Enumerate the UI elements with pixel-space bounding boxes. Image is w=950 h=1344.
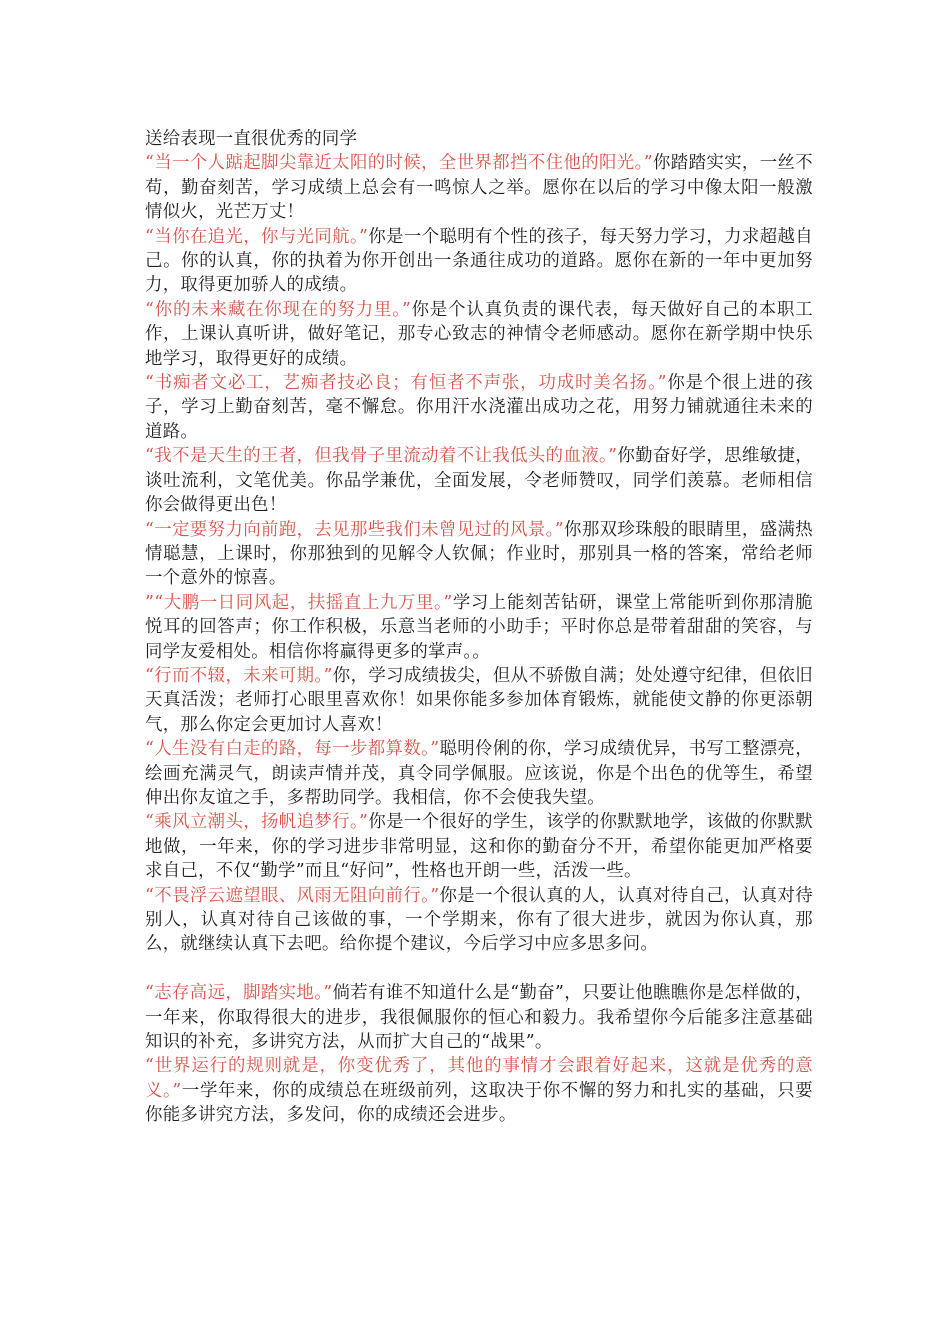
entry-text: 你是个很上进的孩子，学习上勤奋刻苦，毫不懈怠。你用汗水浇灌出成功之花，用努力铺就通往未来的道路。 <box>145 373 813 442</box>
entry-quote: “一定要努力向前跑，去见那些我们未曾见过的风景。” <box>145 519 564 540</box>
document-page <box>145 127 813 1128</box>
entry-7 <box>145 591 813 664</box>
entry-text: 倘若有谁不知道什么是“勤奋”，只要让他瞧瞧你是怎样做的，一年来，你取得很大的进步，我很佩服你的恒心和毅力。我希望你今后能多注意基础知识的补充，多讲究方法，从而扩大自己的“战果”。 <box>145 983 813 1053</box>
entry-quote: ”“大鹏一日同风起，扶摇直上九万里。” <box>145 592 453 613</box>
entry-8 <box>145 664 813 737</box>
entry-5 <box>145 444 813 517</box>
entry-text: 你是一个聪明有个性的孩子，每天努力学习，力求超越自己。你的认真，你的执着为你开创出一条通往成功的道路。愿你在新的一年中更加努力，取得更加骄人的成绩。 <box>145 226 813 296</box>
entry-1 <box>145 151 813 224</box>
entry-6 <box>145 518 813 591</box>
entry-2 <box>145 225 813 298</box>
document-title: 送给表现一直很优秀的同学 <box>145 129 358 149</box>
entry-11 <box>145 884 813 957</box>
entry-quote: “我不是天生的王者，但我骨子里流动着不让我低头的血液。” <box>145 446 618 467</box>
entry-quote: “你的未来藏在你现在的努力里。” <box>145 299 412 320</box>
entry-13 <box>145 1054 813 1127</box>
entry-12 <box>145 981 813 1054</box>
entry-quote: “行而不辍，未来可期。” <box>145 665 333 686</box>
entry-quote: “不畏浮云遮望眼、风雨无阻向前行。” <box>145 885 440 906</box>
entry-3 <box>145 298 813 371</box>
entry-quote: “乘风立潮头，扬帆追梦行。” <box>145 812 369 833</box>
entry-text: 你勤奋好学，思维敏捷，谈吐流利，文笔优美。你品学兼优，全面发展，令老师赞叹，同学们羡慕。老师相信你会做得更出色！ <box>145 446 813 516</box>
entry-9 <box>145 737 813 810</box>
entry-quote: “志存高远，脚踏实地。” <box>145 983 333 1004</box>
entry-quote: “世界运行的规则就是，你变优秀了，其他的事情才会跟着好起来，这就是优秀的意义。” <box>145 1056 813 1101</box>
entry-text: 学习上能刻苦钻研，课堂上常能听到你那清脆悦耳的回答声；你工作积极，乐意当老师的小助手；平时你总是带着甜甜的笑容，与同学友爱相处。相信你将赢得更多的掌声。。 <box>145 592 813 662</box>
entry-text: 你是个认真负责的课代表，每天做好自己的本职工作，上课认真听讲，做好笔记，那专心致志的神情令老师感动。愿你在新学期中快乐地学习，取得更好的成绩。 <box>145 299 813 369</box>
entry-10 <box>145 810 813 883</box>
paragraph-gap <box>145 957 813 981</box>
entry-text: 你，学习成绩拔尖，但从不骄傲自满；处处遵守纪律，但依旧天真活泼；老师打心眼里喜欢你！如果你能多参加体育锻炼，就能使文静的你更添朝气，那么你定会更加讨人喜欢！ <box>145 665 814 735</box>
entry-text: 一学年来，你的成绩总在班级前列，这取决于你不懈的努力和扎实的基础，只要你能多讲究方法，多发问，你的成绩还会进步。 <box>145 1080 813 1126</box>
entry-4 <box>145 371 813 444</box>
entry-text: 你是一个很好的学生，该学的你默默地学，该做的你默默地做，一年来，你的学习进步非常明显，这和你的勤奋分不开，希望你能更加严格要求自己，不仅“勤学”而且“好问”，性格也开朗一些，活泼一些。 <box>145 812 813 882</box>
entry-quote: “当一个人踮起脚尖靠近太阳的时候，全世界都挡不住他的阳光。” <box>145 153 653 174</box>
entry-text: 聪明伶俐的你，学习成绩优异，书写工整漂亮，绘画充满灵气，朗读声情并茂，真令同学佩服。应该说，你是个出色的优等生，希望伸出你友谊之手，多帮助同学。我相信，你不会使我失望。 <box>145 739 813 808</box>
entry-text: 你那双珍珠般的眼睛里，盛满热情聪慧，上课时，你那独到的见解令人钦佩；作业时，那别具一格的答案，常给老师一个意外的惊喜。 <box>145 519 813 589</box>
entry-text: 你是一个很认真的人，认真对待自己，认真对待别人，认真对待自己该做的事，一个学期来，你有了很大进步，就因为你认真，那么，就继续认真下去吧。给你提个建议，今后学习中应多思多问。 <box>145 885 813 955</box>
entry-quote: “人生没有白走的路，每一步都算数。” <box>145 739 440 760</box>
entry-quote: “当你在追光，你与光同航。” <box>145 226 369 247</box>
entry-text: 你踏踏实实，一丝不苟，勤奋刻苦，学习成绩上总会有一鸣惊人之举。愿你在以后的学习中像太阳一般激情似火，光芒万丈！ <box>145 153 813 223</box>
entry-quote: “书痴者文必工，艺痴者技必良；有恒者不声张，功成时美名扬。” <box>145 373 667 394</box>
